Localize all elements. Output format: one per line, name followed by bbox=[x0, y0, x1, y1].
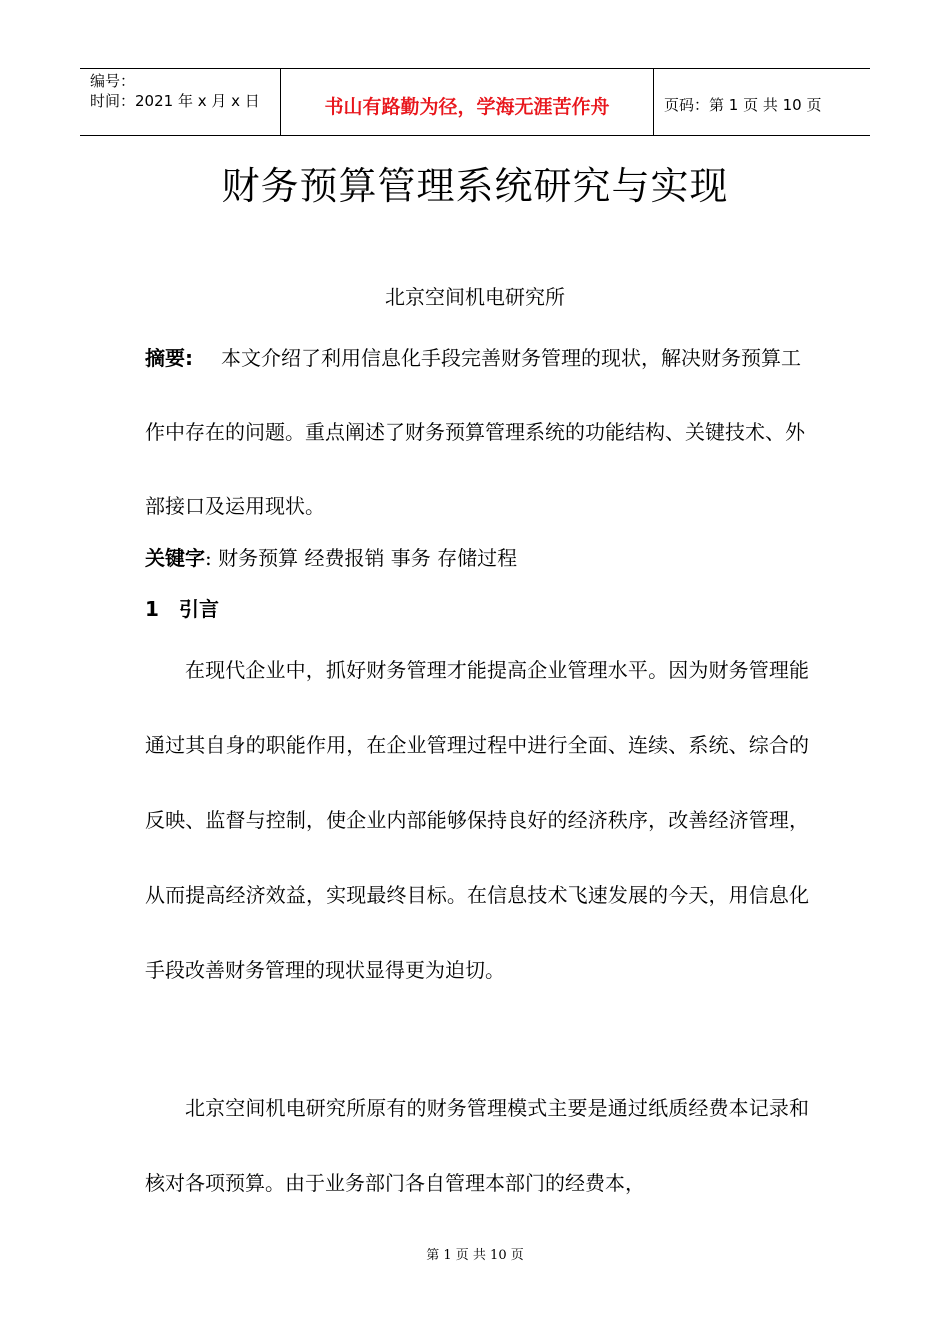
abstract-text: 本文介绍了利用信息化手段完善财务管理的现状，解决财务预算工作中存在的问题。重点阐述了财务预算管理系统的功能结构、关键技术、外部接口及运用现状。 bbox=[145, 346, 805, 518]
header-page-cell bbox=[654, 69, 870, 135]
page-footer: 第 1 页 共 10 页 bbox=[426, 1248, 524, 1263]
keywords-label: 关键字 bbox=[145, 546, 205, 570]
page-info: 页码：第 1 页 共 10 页 bbox=[664, 95, 822, 114]
organization-name: 北京空间机电研究所 bbox=[385, 285, 565, 309]
code-label: 编号： bbox=[90, 72, 136, 90]
section-title: 引言 bbox=[179, 597, 219, 621]
header-meta-cell bbox=[80, 69, 281, 135]
motto-text: 书山有路勤为径，学海无涯苦作舟 bbox=[324, 95, 610, 118]
keywords-block bbox=[145, 540, 809, 576]
section-number: 1 bbox=[145, 597, 159, 621]
abstract-label: 摘要: bbox=[145, 346, 193, 370]
section-heading-introduction bbox=[145, 592, 219, 626]
body-paragraph-2: 北京空间机电研究所原有的财务管理模式主要是通过纸质经费本记录和核对各项预算。由于业务部门各自管理本部门的经费本， bbox=[145, 1096, 809, 1195]
document-title: 财务预算管理系统研究与实现 bbox=[221, 164, 729, 208]
date-line: 时间：2021 年 x 月 x 日 bbox=[90, 92, 260, 110]
body-paragraph-1: 在现代企业中，抓好财务管理才能提高企业管理水平。因为财务管理能通过其自身的职能作用，在企业管理过程中进行全面、连续、系统、综合的反映、监督与控制，使企业内部能够保持良好的经济秩序，改善经济管理，从而提高经济效益，实现最终目标。在信息技术飞速发展的今天，用信息化手段改善财务管理的现状显得更为迫切。 bbox=[145, 658, 809, 982]
abstract-block bbox=[145, 321, 809, 543]
page-header bbox=[80, 68, 870, 136]
header-motto-cell bbox=[281, 69, 654, 135]
keywords-text: : 财务预算 经费报销 事务 存储过程 bbox=[205, 546, 518, 570]
